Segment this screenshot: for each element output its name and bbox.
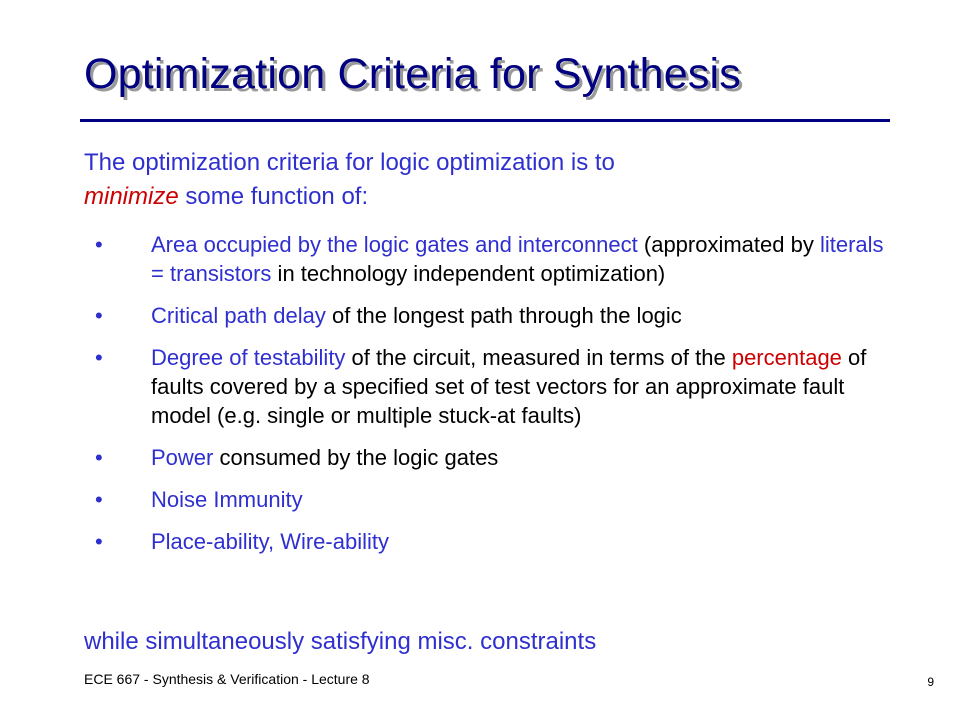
criteria-list [95,230,885,569]
intro-paragraph [84,146,884,214]
criteria-text-segment: literals = transistors [151,232,884,286]
slide-title: Optimization Criteria for Synthesis [84,50,741,98]
bullet-marker: • [95,345,103,370]
bullet-marker: • [95,232,103,257]
criteria-text-segment: consumed by the logic gates [213,445,499,470]
criteria-text-segment: Degree of testability [151,345,346,370]
criteria-text-segment: Noise Immunity [151,487,303,512]
bullet-marker: • [95,303,103,328]
criteria-text-segment: Area occupied by the logic gates and interconnect [151,232,638,257]
footer-course-title: ECE 667 - Synthesis & Verification - Lecture 8 [84,671,370,687]
title-underline [80,119,890,122]
criteria-item [95,527,885,556]
criteria-item [95,230,885,288]
criteria-item [95,443,885,472]
criteria-text-segment: percentage [731,345,842,370]
bullet-marker: • [95,529,103,554]
page-number: 9 [927,675,934,689]
criteria-text-segment: of faults covered by a specified set of test vectors for an approximate fault model (e.g. single or multiple stuck-at faults) [151,345,867,428]
intro-emphasis: minimize [84,183,179,210]
criteria-text-segment: Place-ability, Wire-ability [151,529,389,554]
criteria-text-segment: Power [151,445,214,470]
bullet-marker: • [95,487,103,512]
closing-statement: while simultaneously satisfying misc. constraints [84,628,597,655]
criteria-item [95,301,885,330]
criteria-text-segment: Critical path delay [151,303,326,328]
intro-line: The optimization criteria for logic optimization is to [84,149,615,176]
bullet-marker: • [95,445,103,470]
criteria-text-segment: in technology independent optimization) [271,261,666,286]
criteria-text-segment: of the longest path through the logic [325,303,682,328]
intro-rest: some function of: [178,183,369,210]
criteria-item [95,485,885,514]
criteria-item [95,343,885,430]
criteria-text-segment: (approximated by [637,232,820,257]
criteria-text-segment: of the circuit, measured in terms of the [345,345,732,370]
